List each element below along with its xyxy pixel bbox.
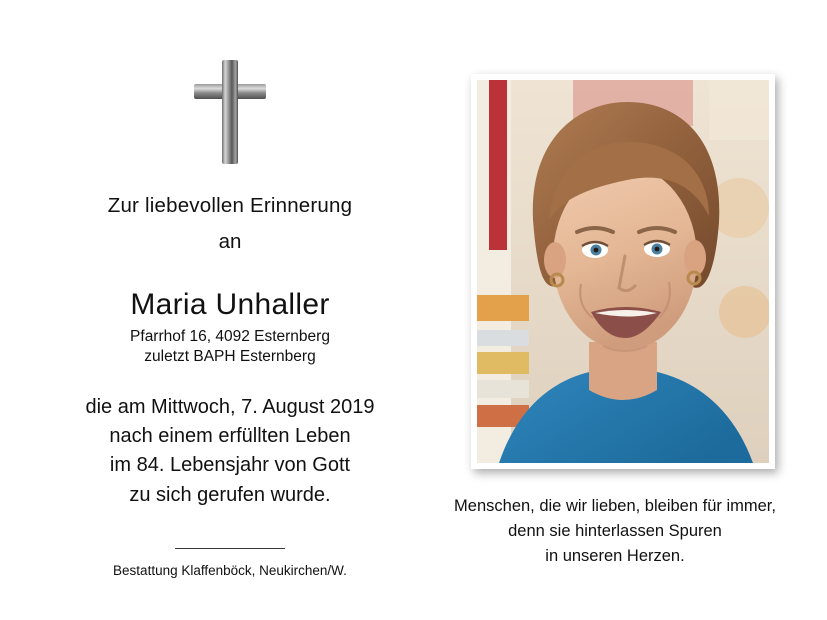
portrait-photo <box>477 80 769 463</box>
death-notice-line-1: die am Mittwoch, 7. August 2019 <box>85 396 375 418</box>
memorial-intro-line-2: an <box>218 230 242 253</box>
death-notice-line-4: zu sich gerufen wurde. <box>129 483 331 506</box>
christian-cross-icon <box>184 58 276 166</box>
portrait-photo-frame <box>471 74 775 469</box>
quote-line-3: in unseren Herzen. <box>545 547 685 566</box>
death-notice-line-3: im 84. Lebensjahr von Gott <box>109 454 351 477</box>
left-column <box>40 58 420 509</box>
quote-line-2: denn sie hinterlassen Spuren <box>508 522 722 541</box>
memorial-intro-line-1: Zur liebevollen Erinnerung <box>107 194 353 217</box>
cross-icon-wrap <box>40 58 420 168</box>
footer <box>40 548 420 578</box>
portrait-photo-image <box>477 80 769 463</box>
death-notice-block <box>40 394 420 509</box>
divider-rule <box>175 548 285 549</box>
memorial-quote <box>420 494 810 569</box>
undertaker-credit: Bestattung Klaffenböck, Neukirchen/W. <box>113 563 347 578</box>
quote-line-1: Menschen, die wir lieben, bleiben für immer, <box>454 497 776 515</box>
deceased-name: Maria Unhaller <box>130 288 330 321</box>
death-notice-line-2: nach einem erfüllten Leben <box>109 425 351 448</box>
address-line-2: zuletzt BAPH Esternberg <box>144 348 316 365</box>
address-line-1: Pfarrhof 16, 4092 Esternberg <box>130 328 330 345</box>
